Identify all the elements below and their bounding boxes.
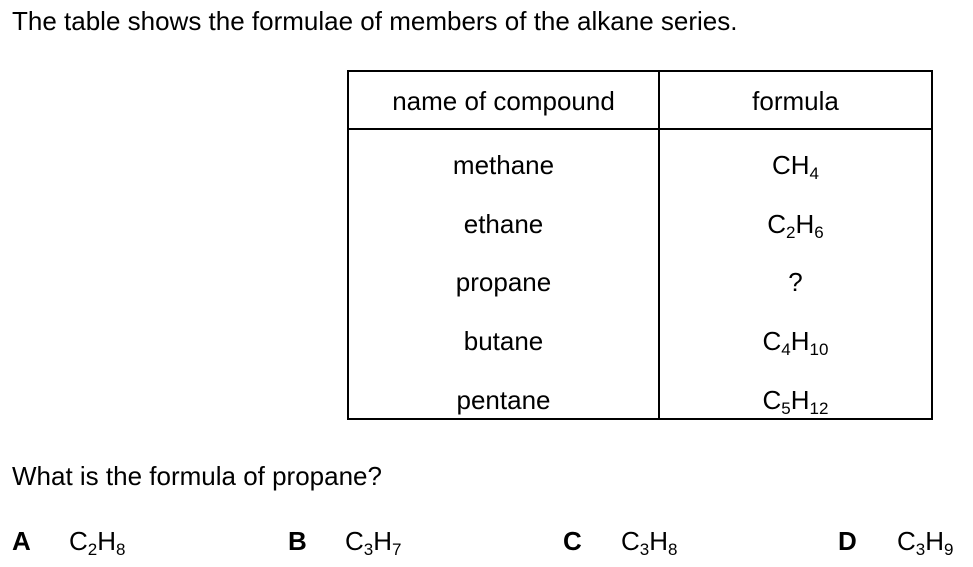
formula-element-count: 12 [809, 399, 829, 418]
compound-name-ethane: ethane [463, 209, 544, 239]
compound-name-propane: propane [455, 267, 552, 297]
alkane-table [347, 70, 933, 420]
option-letter: A [12, 526, 31, 556]
formula-element-count: 7 [392, 540, 402, 559]
question-text: What is the formula of propane? [12, 461, 382, 491]
formula-pentane [660, 385, 931, 418]
table-column-divider [658, 72, 660, 418]
butane-formula [762, 326, 829, 359]
formula-element-symbol: H [790, 326, 810, 356]
formula-element-count: 8 [668, 540, 678, 559]
formula-ethane [660, 209, 931, 242]
formula-element-symbol: H [925, 526, 945, 556]
formula-element-count: 3 [915, 540, 926, 559]
formula-element-symbol: C [771, 150, 791, 180]
formula-butane [660, 326, 931, 359]
option-formula [897, 525, 954, 557]
option-letter: B [288, 526, 307, 556]
formula-element-symbol: H [373, 526, 393, 556]
methane-formula [771, 150, 820, 183]
formula-element-symbol: H [790, 385, 810, 415]
formula-element-count: 4 [781, 340, 791, 359]
option-letter: C [563, 526, 582, 556]
formula-element-count: 4 [809, 164, 820, 183]
formula-column-header: formula [752, 86, 839, 116]
formula-methane [660, 150, 931, 183]
formula-element-count: 3 [639, 540, 650, 559]
formula-element-count: 8 [116, 540, 126, 559]
formula-element-symbol: C [621, 526, 640, 556]
formula-element-symbol: C [345, 526, 364, 556]
formula-element-symbol: C [897, 526, 916, 556]
formula-element-count: 2 [786, 223, 796, 242]
formula-element-symbol: H [795, 209, 815, 239]
formula-element-symbol: H [97, 526, 117, 556]
intro-text: The table shows the formulae of members of the alkane series. [12, 6, 738, 36]
formula-element-symbol: C [762, 385, 782, 415]
formula-element-symbol: C [762, 326, 782, 356]
formula-element-count: 5 [781, 399, 791, 418]
name-column-header: name of compound [392, 86, 615, 116]
formula-element-count: 9 [944, 540, 954, 559]
formula-propane-unknown: ? [788, 267, 803, 297]
formula-element-count: 10 [809, 340, 829, 359]
compound-name-pentane: pentane [456, 385, 551, 415]
formula-element-symbol: H [649, 526, 669, 556]
formula-element-symbol: C [767, 209, 787, 239]
pentane-formula [762, 385, 829, 418]
option-formula [621, 525, 678, 557]
option-formula [69, 525, 126, 557]
compound-name-butane: butane [463, 326, 544, 356]
option-formula [345, 525, 402, 557]
compound-name-methane: methane [452, 150, 555, 180]
formula-element-symbol: C [69, 526, 88, 556]
formula-element-symbol: H [790, 150, 810, 180]
option-letter: D [838, 526, 857, 556]
formula-element-count: 3 [363, 540, 374, 559]
ethane-formula [767, 209, 824, 242]
formula-element-count: 6 [814, 223, 824, 242]
table-header-rule [349, 128, 931, 130]
formula-element-count: 2 [87, 540, 98, 559]
